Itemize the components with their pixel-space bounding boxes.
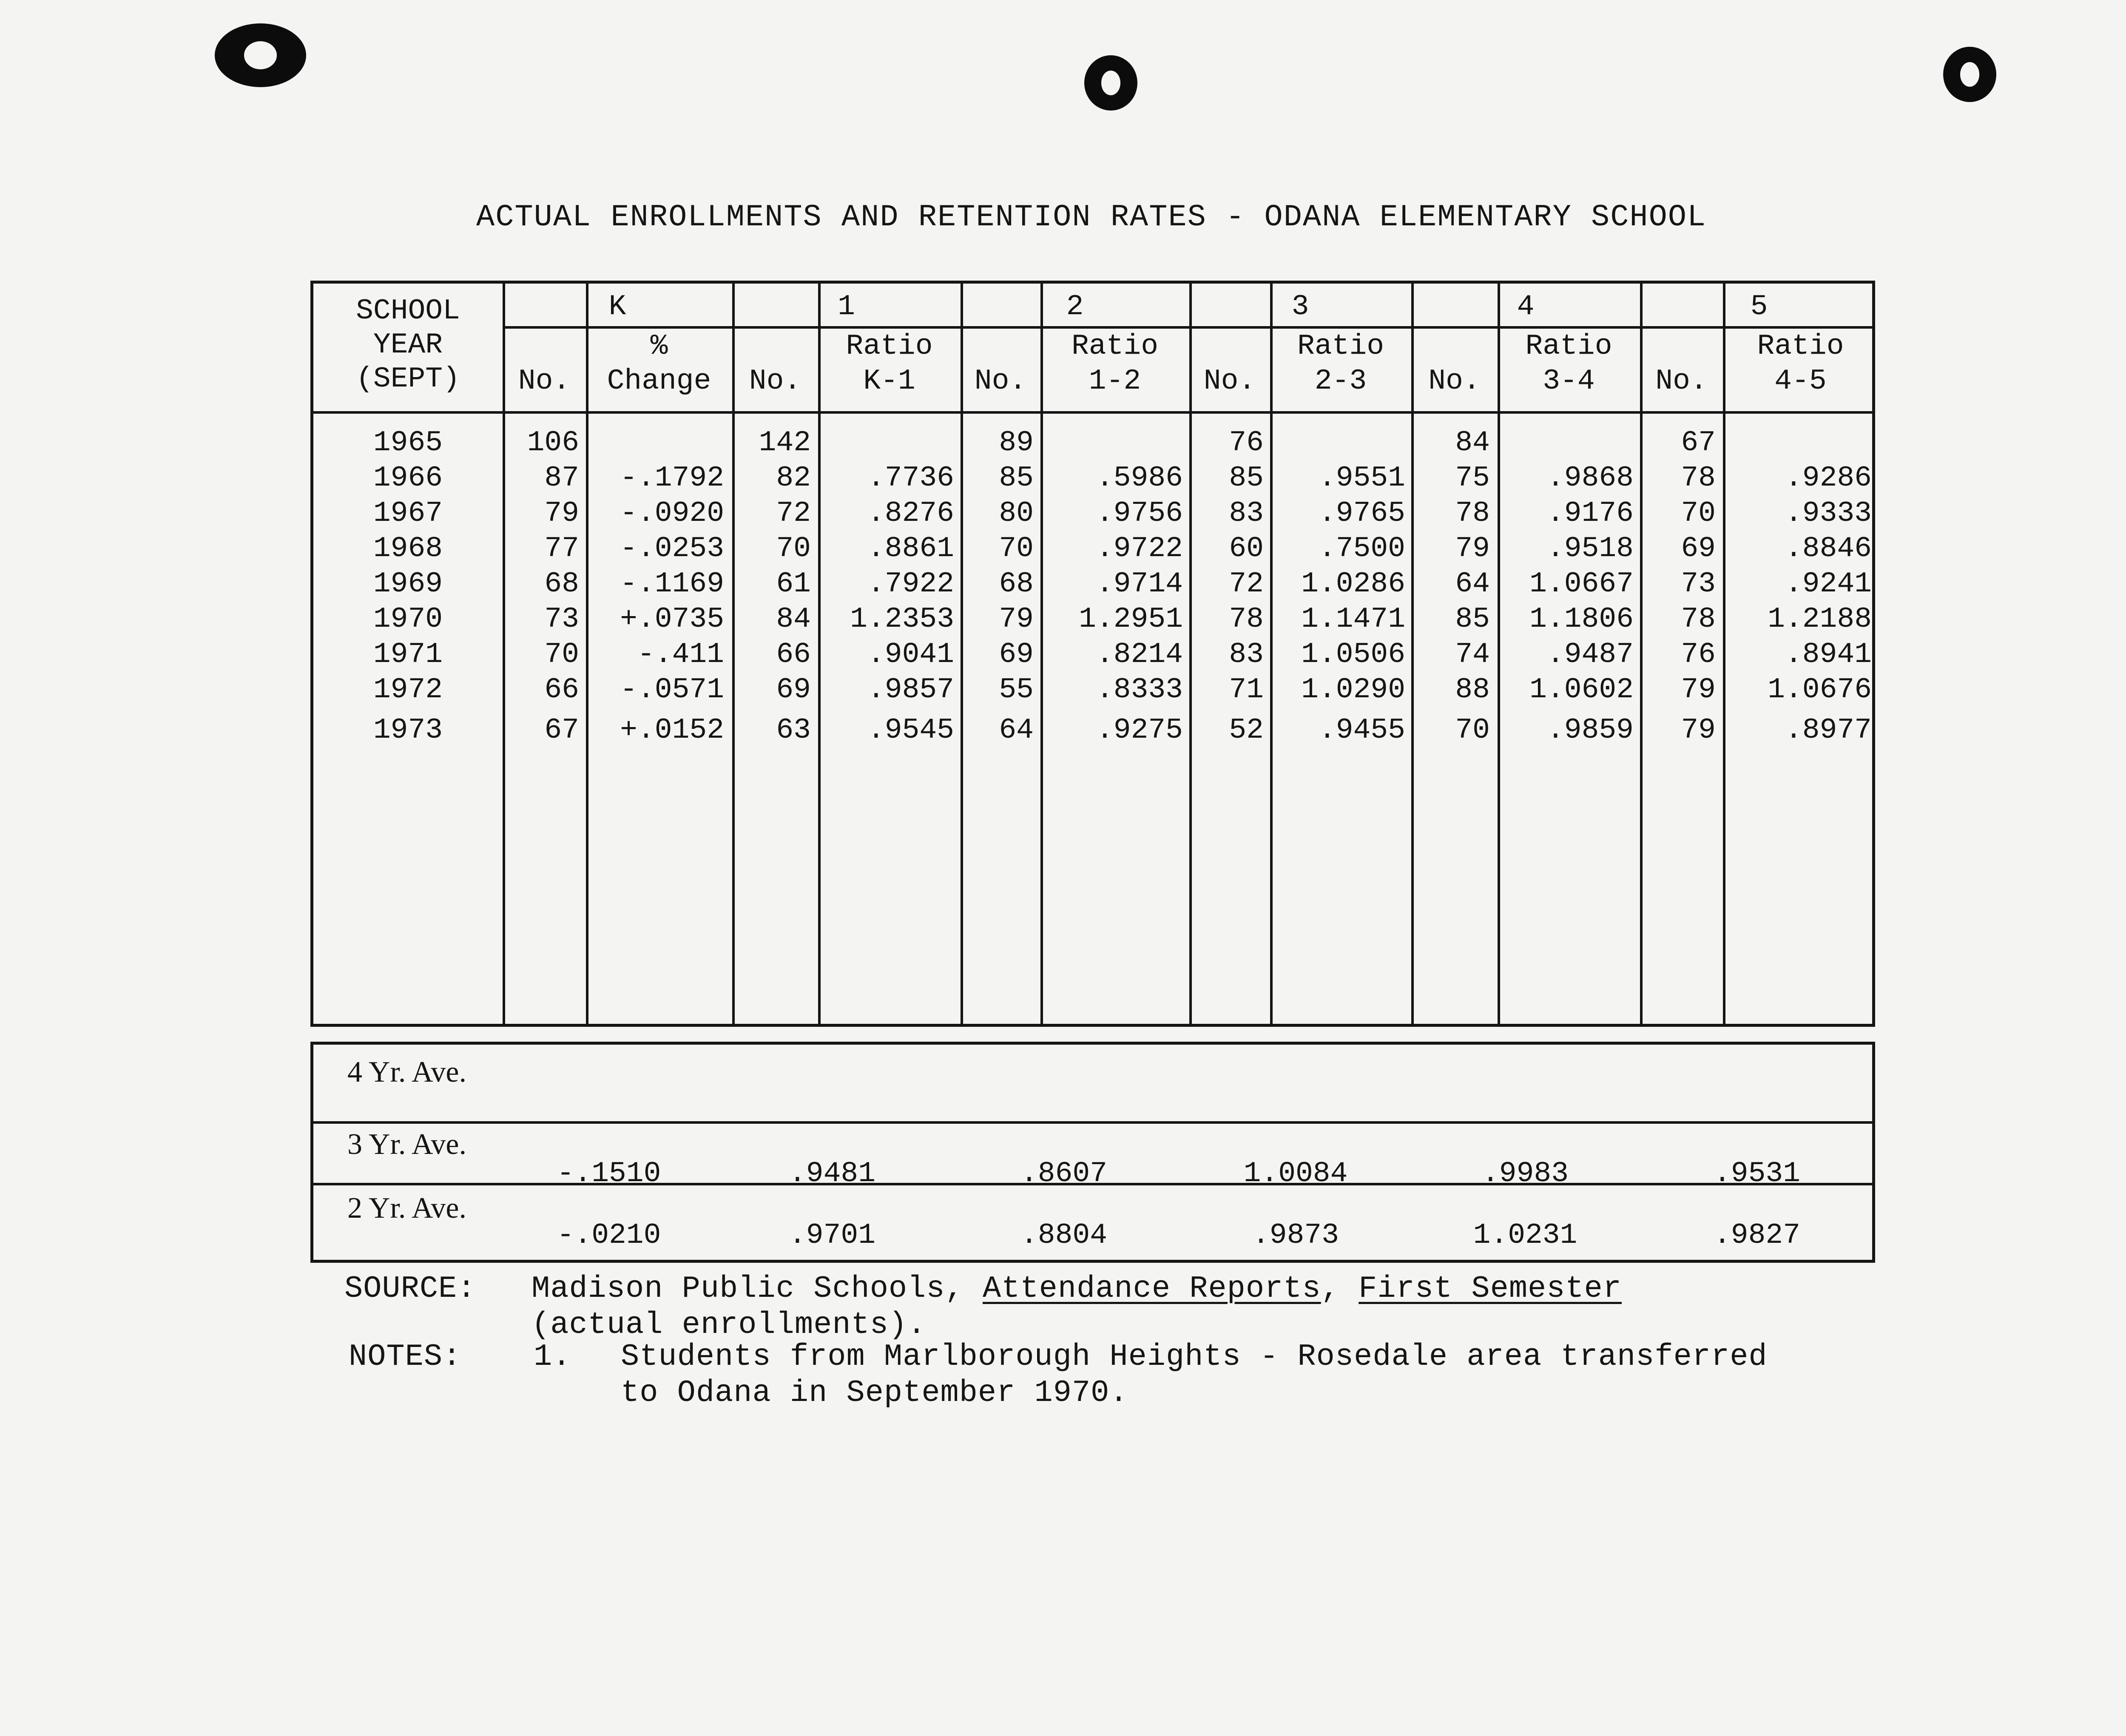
year-header-line2: YEAR [373, 329, 443, 361]
cell-g3-no: 83 [1229, 497, 1264, 530]
cell-k-no: 73 [544, 603, 579, 636]
cell-r-23: 1.0506 [1301, 638, 1405, 671]
cell-r-34: 1.0602 [1529, 673, 1634, 706]
cell-g2-no: 69 [999, 638, 1034, 671]
ratio-23-header-line2: 2-3 [1314, 365, 1367, 398]
cell-g1-no: 63 [776, 714, 811, 747]
cell-r-k1: .9857 [867, 673, 954, 706]
cell-g4-no: 75 [1455, 462, 1490, 494]
cell-r-34: .9518 [1546, 532, 1634, 565]
grade-header-k: K [608, 290, 626, 323]
punch-hole-left [215, 23, 306, 87]
cell-g5-no: 76 [1681, 638, 1716, 671]
notes-label: NOTES: [349, 1339, 462, 1374]
ratio-23-header-line1: Ratio [1297, 330, 1384, 363]
cell-g5-no: 69 [1681, 532, 1716, 565]
cell-year: 1965 [373, 426, 443, 459]
cell-r-34: .9487 [1546, 638, 1634, 671]
ratio-12-header-line1: Ratio [1071, 330, 1159, 363]
cell-r-23: 1.1471 [1301, 603, 1405, 636]
cell-k-change: +.0735 [620, 603, 724, 636]
cell-g1-no: 84 [776, 603, 811, 636]
document-title: ACTUAL ENROLLMENTS AND RETENTION RATES - ODANA ELEMENTARY SCHOOL [476, 200, 1707, 235]
cell-g5-no: 79 [1681, 673, 1716, 706]
g4-no-header: No. [1428, 365, 1481, 398]
cell-year: 1967 [373, 497, 443, 530]
grade-header-1: 1 [838, 290, 855, 323]
cell-k-no: 79 [544, 497, 579, 530]
cell-g4-no: 70 [1455, 714, 1490, 747]
cell-r-45: .9286 [1785, 462, 1872, 494]
cell-g5-no: 73 [1681, 568, 1716, 600]
cell-g2-no: 70 [999, 532, 1034, 565]
cell-g5-no: 67 [1681, 426, 1716, 459]
cell-r-k1: .9041 [867, 638, 954, 671]
cell-k-no: 68 [544, 568, 579, 600]
cell-g1-no: 142 [759, 426, 811, 459]
cell-g3-no: 72 [1229, 568, 1264, 600]
k-change-header-line1: % [650, 330, 668, 363]
cell-r-12: 1.2951 [1079, 603, 1183, 636]
cell-year: 1973 [373, 714, 443, 747]
ratio-12-header-line2: 1-2 [1089, 365, 1141, 398]
k-no-header: No. [518, 365, 571, 398]
cell-r-23: .7500 [1318, 532, 1405, 565]
g2-no-header: No. [974, 365, 1027, 398]
source-report: Attendance Reports [982, 1271, 1321, 1306]
cell-r-23: 1.0290 [1301, 673, 1405, 706]
cell-g1-no: 72 [776, 497, 811, 530]
g1-no-header: No. [749, 365, 802, 398]
average-label: 2 Yr. Ave. [347, 1192, 466, 1225]
enrollment-table [310, 281, 1875, 1027]
cell-r-k1: .7922 [867, 568, 954, 600]
cell-k-change: -.1169 [620, 568, 724, 600]
source-line-2: (actual enrollments). [532, 1307, 927, 1342]
cell-g5-no: 79 [1681, 714, 1716, 747]
cell-g5-no: 78 [1681, 462, 1716, 494]
ratio-k1-header-line2: K-1 [863, 365, 915, 398]
cell-g3-no: 76 [1229, 426, 1264, 459]
average-value: .8607 [1020, 1157, 1108, 1190]
cell-year: 1970 [373, 603, 443, 636]
cell-g4-no: 64 [1455, 568, 1490, 600]
k-change-header-line2: Change [607, 365, 711, 398]
cell-k-no: 70 [544, 638, 579, 671]
cell-g4-no: 84 [1455, 426, 1490, 459]
average-value: .8804 [1020, 1219, 1108, 1252]
average-label: 4 Yr. Ave. [347, 1056, 466, 1088]
average-value: .9481 [788, 1157, 876, 1190]
cell-k-no: 66 [544, 673, 579, 706]
ratio-34-header-line1: Ratio [1525, 330, 1612, 363]
cell-g4-no: 74 [1455, 638, 1490, 671]
cell-year: 1969 [373, 568, 443, 600]
cell-g3-no: 71 [1229, 673, 1264, 706]
cell-k-no: 106 [527, 426, 579, 459]
cell-g5-no: 78 [1681, 603, 1716, 636]
cell-k-change: -.411 [637, 638, 724, 671]
cell-g1-no: 66 [776, 638, 811, 671]
cell-r-34: .9176 [1546, 497, 1634, 530]
cell-g3-no: 78 [1229, 603, 1264, 636]
grade-header-5: 5 [1750, 290, 1768, 323]
cell-r-45: .8941 [1785, 638, 1872, 671]
cell-g3-no: 52 [1229, 714, 1264, 747]
cell-r-45: .8846 [1785, 532, 1872, 565]
average-value: .9701 [788, 1219, 876, 1252]
cell-r-k1: 1.2353 [850, 603, 954, 636]
grade-header-3: 3 [1291, 290, 1309, 323]
note-number: 1. [534, 1339, 571, 1374]
cell-r-34: .9859 [1546, 714, 1634, 747]
cell-g4-no: 85 [1455, 603, 1490, 636]
average-value: .9873 [1252, 1219, 1339, 1252]
cell-g1-no: 69 [776, 673, 811, 706]
cell-r-34: .9868 [1546, 462, 1634, 494]
cell-r-23: 1.0286 [1301, 568, 1405, 600]
cell-g1-no: 61 [776, 568, 811, 600]
cell-year: 1968 [373, 532, 443, 565]
cell-k-change: -.0920 [620, 497, 724, 530]
cell-k-no: 67 [544, 714, 579, 747]
cell-r-12: .9722 [1096, 532, 1183, 565]
cell-r-k1: .8276 [867, 497, 954, 530]
cell-r-34: 1.0667 [1529, 568, 1634, 600]
cell-g3-no: 60 [1229, 532, 1264, 565]
cell-g4-no: 88 [1455, 673, 1490, 706]
source-comma: , [1321, 1271, 1340, 1306]
cell-r-k1: .7736 [867, 462, 954, 494]
cell-r-23: .9765 [1318, 497, 1405, 530]
g5-no-header: No. [1655, 365, 1708, 398]
cell-r-12: .5986 [1096, 462, 1183, 494]
cell-g2-no: 68 [999, 568, 1034, 600]
note-line-1: Students from Marlborough Heights - Rosedale area transferred [621, 1339, 1768, 1374]
cell-r-12: .8214 [1096, 638, 1183, 671]
averages-table [310, 1042, 1875, 1263]
year-header-line3: (SEPT) [356, 363, 460, 395]
ratio-34-header-line2: 3-4 [1543, 365, 1595, 398]
cell-r-12: .9275 [1096, 714, 1183, 747]
cell-r-45: .9333 [1785, 497, 1872, 530]
cell-g5-no: 70 [1681, 497, 1716, 530]
cell-k-change: -.1792 [620, 462, 724, 494]
grade-header-4: 4 [1517, 290, 1535, 323]
cell-r-12: .8333 [1096, 673, 1183, 706]
cell-k-change: +.0152 [620, 714, 724, 747]
cell-g1-no: 70 [776, 532, 811, 565]
cell-k-change: -.0571 [620, 673, 724, 706]
cell-g2-no: 89 [999, 426, 1034, 459]
cell-g4-no: 78 [1455, 497, 1490, 530]
cell-k-no: 87 [544, 462, 579, 494]
average-value: -.1510 [557, 1157, 661, 1190]
cell-g3-no: 85 [1229, 462, 1264, 494]
cell-g3-no: 83 [1229, 638, 1264, 671]
ratio-45-header-line1: Ratio [1757, 330, 1844, 363]
source-publisher: Madison Public Schools, [532, 1271, 964, 1306]
average-value: .9531 [1713, 1157, 1801, 1190]
cell-r-12: .9714 [1096, 568, 1183, 600]
note-line-2: to Odana in September 1970. [621, 1375, 1128, 1410]
cell-g2-no: 80 [999, 497, 1034, 530]
cell-r-45: .9241 [1785, 568, 1872, 600]
cell-year: 1966 [373, 462, 443, 494]
grade-header-2: 2 [1066, 290, 1084, 323]
cell-r-23: .9551 [1318, 462, 1405, 494]
cell-g1-no: 82 [776, 462, 811, 494]
source-label: SOURCE: [344, 1271, 476, 1306]
cell-year: 1972 [373, 673, 443, 706]
cell-r-k1: .9545 [867, 714, 954, 747]
average-value: .9827 [1713, 1219, 1801, 1252]
average-label: 3 Yr. Ave. [347, 1128, 466, 1161]
cell-r-34: 1.1806 [1529, 603, 1634, 636]
cell-g2-no: 79 [999, 603, 1034, 636]
g3-no-header: No. [1203, 365, 1256, 398]
year-header-line1: SCHOOL [356, 295, 460, 327]
cell-r-45: .8977 [1785, 714, 1872, 747]
cell-year: 1971 [373, 638, 443, 671]
ratio-k1-header-line1: Ratio [846, 330, 933, 363]
punch-hole-right [1943, 47, 1996, 102]
average-value: -.0210 [557, 1219, 661, 1252]
ratio-45-header-line2: 4-5 [1774, 365, 1827, 398]
cell-g2-no: 64 [999, 714, 1034, 747]
cell-k-change: -.0253 [620, 532, 724, 565]
cell-r-45: 1.0676 [1768, 673, 1872, 706]
punch-hole-center [1084, 55, 1137, 111]
cell-r-45: 1.2188 [1768, 603, 1872, 636]
cell-r-12: .9756 [1096, 497, 1183, 530]
average-value: 1.0084 [1243, 1157, 1348, 1190]
cell-k-no: 77 [544, 532, 579, 565]
cell-g2-no: 55 [999, 673, 1034, 706]
cell-g2-no: 85 [999, 462, 1034, 494]
source-semester: First Semester [1359, 1271, 1622, 1306]
cell-r-23: .9455 [1318, 714, 1405, 747]
cell-r-k1: .8861 [867, 532, 954, 565]
source-line-1 [532, 1271, 1622, 1306]
cell-g4-no: 79 [1455, 532, 1490, 565]
average-value: .9983 [1481, 1157, 1569, 1190]
average-value: 1.0231 [1473, 1219, 1577, 1252]
